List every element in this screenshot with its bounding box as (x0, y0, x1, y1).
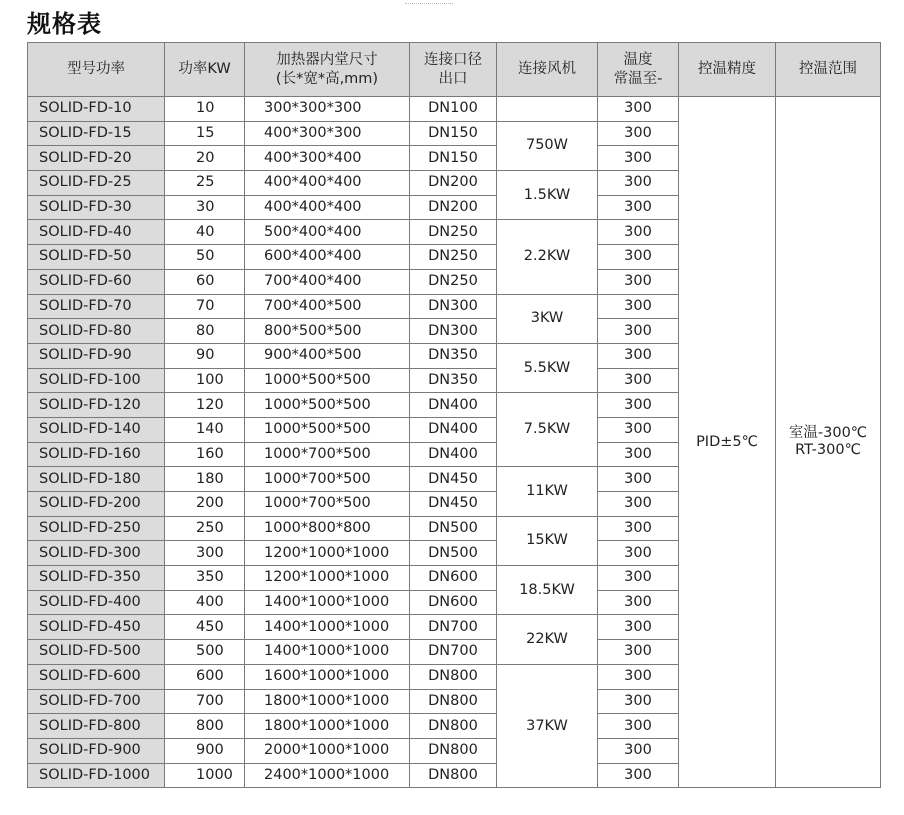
cell-port: DN500 (410, 516, 497, 541)
table-header-row (28, 43, 881, 97)
cell-temp: 300 (598, 763, 679, 788)
cell-port: DN400 (410, 393, 497, 418)
cell-size: 300*300*300 (245, 97, 410, 122)
header-port (410, 43, 497, 97)
cell-port: DN700 (410, 615, 497, 640)
cell-fan: 37KW (497, 664, 598, 787)
cell-size: 700*400*500 (245, 294, 410, 319)
top-edge-mark (405, 0, 453, 4)
cell-port: DN300 (410, 294, 497, 319)
header-temp-line2: 常温至- (613, 70, 663, 87)
cell-power: 500 (165, 640, 245, 665)
cell-temp: 300 (598, 566, 679, 591)
cell-model: SOLID-FD-900 (28, 738, 165, 763)
range-line2: RT-300℃ (795, 442, 861, 459)
cell-fan: 11KW (497, 467, 598, 516)
cell-port: DN800 (410, 714, 497, 739)
cell-port: DN250 (410, 269, 497, 294)
header-fan: 连接风机 (497, 43, 598, 97)
cell-temp: 300 (598, 220, 679, 245)
header-port-line1: 连接口径 (424, 51, 482, 68)
cell-model: SOLID-FD-700 (28, 689, 165, 714)
cell-model: SOLID-FD-450 (28, 615, 165, 640)
cell-size: 1800*1000*1000 (245, 689, 410, 714)
cell-temp: 300 (598, 590, 679, 615)
cell-port: DN800 (410, 664, 497, 689)
cell-temp: 300 (598, 393, 679, 418)
cell-fan: 750W (497, 121, 598, 170)
cell-port: DN200 (410, 171, 497, 196)
cell-temp: 300 (598, 343, 679, 368)
cell-power: 20 (165, 146, 245, 171)
cell-model: SOLID-FD-200 (28, 492, 165, 517)
cell-model: SOLID-FD-160 (28, 442, 165, 467)
header-accuracy: 控温精度 (679, 43, 776, 97)
cell-temp: 300 (598, 664, 679, 689)
cell-power: 200 (165, 492, 245, 517)
cell-model: SOLID-FD-120 (28, 393, 165, 418)
cell-power: 30 (165, 195, 245, 220)
table-row (28, 97, 881, 122)
cell-temp: 300 (598, 467, 679, 492)
cell-size: 400*400*400 (245, 195, 410, 220)
cell-port: DN250 (410, 245, 497, 270)
cell-port: DN800 (410, 763, 497, 788)
cell-model: SOLID-FD-400 (28, 590, 165, 615)
cell-model: SOLID-FD-15 (28, 121, 165, 146)
cell-model: SOLID-FD-300 (28, 541, 165, 566)
cell-port: DN300 (410, 319, 497, 344)
cell-power: 350 (165, 566, 245, 591)
cell-model: SOLID-FD-60 (28, 269, 165, 294)
cell-power: 90 (165, 343, 245, 368)
cell-temp: 300 (598, 442, 679, 467)
cell-size: 400*300*400 (245, 146, 410, 171)
cell-model: SOLID-FD-350 (28, 566, 165, 591)
cell-port: DN350 (410, 343, 497, 368)
cell-port: DN600 (410, 590, 497, 615)
cell-power: 80 (165, 319, 245, 344)
cell-temp: 300 (598, 269, 679, 294)
header-port-line2: 出口 (438, 70, 468, 87)
header-size-line2: (长*宽*高,mm) (275, 70, 379, 87)
cell-temp: 300 (598, 417, 679, 442)
cell-power: 70 (165, 294, 245, 319)
cell-power: 10 (165, 97, 245, 122)
header-model: 型号功率 (28, 43, 165, 97)
cell-size: 1000*500*500 (245, 393, 410, 418)
cell-temp: 300 (598, 171, 679, 196)
cell-power: 160 (165, 442, 245, 467)
cell-power: 100 (165, 368, 245, 393)
cell-size: 1400*1000*1000 (245, 615, 410, 640)
cell-temp: 300 (598, 294, 679, 319)
cell-size: 1000*800*800 (245, 516, 410, 541)
header-range: 控温范围 (776, 43, 881, 97)
cell-port: DN400 (410, 442, 497, 467)
cell-model: SOLID-FD-40 (28, 220, 165, 245)
cell-range (776, 97, 881, 788)
cell-port: DN200 (410, 195, 497, 220)
cell-fan (497, 97, 598, 122)
spec-table (27, 42, 881, 788)
cell-power: 180 (165, 467, 245, 492)
cell-temp: 300 (598, 615, 679, 640)
cell-port: DN600 (410, 566, 497, 591)
cell-size: 1800*1000*1000 (245, 714, 410, 739)
cell-temp: 300 (598, 146, 679, 171)
cell-fan: 18.5KW (497, 566, 598, 615)
cell-size: 800*500*500 (245, 319, 410, 344)
header-temp (598, 43, 679, 97)
cell-fan: 15KW (497, 516, 598, 565)
cell-fan: 7.5KW (497, 393, 598, 467)
cell-temp: 300 (598, 121, 679, 146)
cell-model: SOLID-FD-90 (28, 343, 165, 368)
cell-model: SOLID-FD-70 (28, 294, 165, 319)
cell-power: 140 (165, 417, 245, 442)
cell-fan: 3KW (497, 294, 598, 343)
cell-power: 700 (165, 689, 245, 714)
cell-port: DN100 (410, 97, 497, 122)
cell-power: 250 (165, 516, 245, 541)
cell-temp: 300 (598, 97, 679, 122)
cell-port: DN450 (410, 492, 497, 517)
cell-temp: 300 (598, 516, 679, 541)
cell-power: 50 (165, 245, 245, 270)
cell-size: 1200*1000*1000 (245, 566, 410, 591)
cell-size: 1000*500*500 (245, 368, 410, 393)
cell-size: 1200*1000*1000 (245, 541, 410, 566)
cell-power: 800 (165, 714, 245, 739)
cell-temp: 300 (598, 245, 679, 270)
cell-size: 400*300*300 (245, 121, 410, 146)
cell-fan: 22KW (497, 615, 598, 664)
cell-model: SOLID-FD-1000 (28, 763, 165, 788)
cell-model: SOLID-FD-140 (28, 417, 165, 442)
cell-port: DN400 (410, 417, 497, 442)
cell-port: DN150 (410, 121, 497, 146)
cell-power: 1000 (165, 763, 245, 788)
cell-temp: 300 (598, 640, 679, 665)
cell-model: SOLID-FD-500 (28, 640, 165, 665)
cell-power: 900 (165, 738, 245, 763)
cell-power: 300 (165, 541, 245, 566)
cell-model: SOLID-FD-100 (28, 368, 165, 393)
cell-model: SOLID-FD-180 (28, 467, 165, 492)
cell-model: SOLID-FD-50 (28, 245, 165, 270)
cell-port: DN250 (410, 220, 497, 245)
cell-power: 15 (165, 121, 245, 146)
cell-size: 1600*1000*1000 (245, 664, 410, 689)
range-line1: 室温-300℃ (788, 425, 868, 442)
cell-temp: 300 (598, 714, 679, 739)
cell-fan: 1.5KW (497, 171, 598, 220)
cell-power: 25 (165, 171, 245, 196)
cell-power: 60 (165, 269, 245, 294)
header-temp-line1: 温度 (623, 51, 653, 68)
cell-power: 450 (165, 615, 245, 640)
cell-accuracy: PID±5℃ (679, 97, 776, 788)
cell-port: DN800 (410, 689, 497, 714)
cell-size: 700*400*400 (245, 269, 410, 294)
cell-port: DN450 (410, 467, 497, 492)
spec-table-body (28, 97, 881, 788)
header-size (245, 43, 410, 97)
cell-size: 1400*1000*1000 (245, 590, 410, 615)
cell-temp: 300 (598, 738, 679, 763)
cell-port: DN500 (410, 541, 497, 566)
cell-size: 400*400*400 (245, 171, 410, 196)
cell-temp: 300 (598, 319, 679, 344)
cell-model: SOLID-FD-80 (28, 319, 165, 344)
cell-model: SOLID-FD-250 (28, 516, 165, 541)
cell-size: 500*400*400 (245, 220, 410, 245)
cell-power: 600 (165, 664, 245, 689)
cell-size: 2000*1000*1000 (245, 738, 410, 763)
header-size-line1: 加热器内堂尺寸 (276, 51, 378, 68)
cell-model: SOLID-FD-600 (28, 664, 165, 689)
cell-temp: 300 (598, 368, 679, 393)
cell-model: SOLID-FD-10 (28, 97, 165, 122)
cell-model: SOLID-FD-30 (28, 195, 165, 220)
cell-size: 1000*700*500 (245, 442, 410, 467)
cell-temp: 300 (598, 492, 679, 517)
cell-size: 600*400*400 (245, 245, 410, 270)
cell-port: DN700 (410, 640, 497, 665)
cell-size: 1400*1000*1000 (245, 640, 410, 665)
cell-fan: 2.2KW (497, 220, 598, 294)
cell-temp: 300 (598, 195, 679, 220)
cell-size: 2400*1000*1000 (245, 763, 410, 788)
cell-power: 40 (165, 220, 245, 245)
cell-port: DN800 (410, 738, 497, 763)
cell-power: 400 (165, 590, 245, 615)
cell-size: 1000*700*500 (245, 467, 410, 492)
cell-size: 1000*700*500 (245, 492, 410, 517)
cell-fan: 5.5KW (497, 343, 598, 392)
cell-power: 120 (165, 393, 245, 418)
cell-model: SOLID-FD-25 (28, 171, 165, 196)
cell-model: SOLID-FD-800 (28, 714, 165, 739)
cell-temp: 300 (598, 541, 679, 566)
cell-port: DN150 (410, 146, 497, 171)
cell-temp: 300 (598, 689, 679, 714)
header-power: 功率KW (165, 43, 245, 97)
page-title: 规格表 (27, 10, 102, 38)
cell-port: DN350 (410, 368, 497, 393)
cell-size: 900*400*500 (245, 343, 410, 368)
cell-model: SOLID-FD-20 (28, 146, 165, 171)
cell-size: 1000*500*500 (245, 417, 410, 442)
